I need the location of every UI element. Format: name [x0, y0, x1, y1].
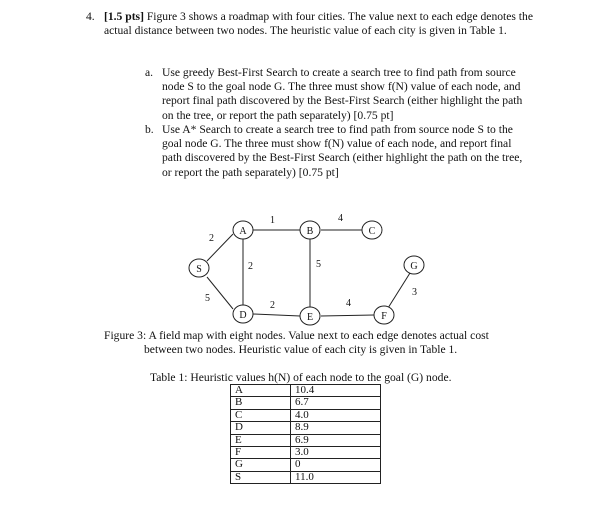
- node-label-a: A: [239, 226, 247, 237]
- edge-label-f-g: 3: [412, 287, 417, 298]
- table-cell-value: 0: [291, 459, 381, 471]
- table-cell-node: E: [231, 434, 291, 446]
- edge-d-e: [253, 314, 300, 316]
- edge-label-a-d: 2: [248, 261, 253, 272]
- edge-label-s-a: 2: [209, 233, 214, 244]
- question-number: 4.: [86, 10, 95, 23]
- table-title: Table 1: Heuristic values h(N) of each node to the goal (G) node.: [150, 371, 452, 384]
- node-label-s: S: [196, 264, 202, 275]
- node-label-d: D: [239, 310, 247, 321]
- node-label-g: G: [410, 261, 418, 272]
- table-row: [231, 422, 381, 434]
- heuristic-table: [230, 384, 381, 484]
- table-row: [231, 471, 381, 483]
- question-points: [1.5 pts]: [104, 10, 144, 23]
- table-row: [231, 447, 381, 459]
- table-cell-value: 10.4: [291, 385, 381, 397]
- table-cell-node: C: [231, 409, 291, 421]
- edge-s-d: [207, 277, 233, 309]
- subquestion-letter: b.: [145, 123, 154, 136]
- node-label-b: B: [306, 226, 314, 237]
- table-cell-node: S: [231, 471, 291, 483]
- table-row: [231, 385, 381, 397]
- edge-label-d-e: 2: [270, 300, 275, 311]
- table-cell-value: 8.9: [291, 422, 381, 434]
- table-cell-value: 6.9: [291, 434, 381, 446]
- question-text: Figure 3 shows a roadmap with four cities. The value next to each edge denotes the actual distance between two nodes. The heuristic value of each city is given in Table 1.: [104, 10, 533, 38]
- table-cell-value: 3.0: [291, 447, 381, 459]
- table-cell-node: D: [231, 422, 291, 434]
- table-cell-value: 4.0: [291, 409, 381, 421]
- caption-line-2: between two nodes. Heuristic value of each city is given in Table 1.: [144, 343, 458, 357]
- node-label-e: E: [306, 312, 314, 323]
- edge-label-b-c: 4: [338, 213, 343, 224]
- node-label-f: F: [381, 311, 387, 322]
- table-cell-node: G: [231, 459, 291, 471]
- subquestion-letter: a.: [145, 66, 154, 79]
- table-cell-value: 11.0: [291, 471, 381, 483]
- node-label-c: C: [368, 226, 376, 237]
- edge-label-b-e: 5: [316, 259, 321, 270]
- subquestion-text: Use greedy Best-First Search to create a search tree to find path from source node S to the goal node G. The three must show f(N) value of each node, and report final path discovered by the Best-First Search (either highlight the path on the tree, or report the path separately) [0.75 pt]: [162, 66, 523, 122]
- edge-label-e-f: 4: [346, 298, 351, 309]
- table-row: [231, 459, 381, 471]
- edge-label-a-b: 1: [270, 215, 275, 226]
- table-cell-node: F: [231, 447, 291, 459]
- edge-f-g: [388, 273, 410, 308]
- edge-label-s-d: 5: [205, 293, 210, 304]
- table-cell-value: 6.7: [291, 397, 381, 409]
- edge-e-f: [321, 315, 374, 316]
- caption-line-1: Figure 3: A field map with eight nodes. Value next to each edge denotes actual cost: [104, 329, 489, 342]
- figure-caption: [104, 329, 524, 357]
- table-row: [231, 397, 381, 409]
- table-row: [231, 409, 381, 421]
- subquestion-text: Use A* Search to create a search tree to find path from source node S to the goal node G. The three must show f(N) value of each node, and report final path discovered by the Best-First Search (either highlight the path on the tree, or report the path separately) [0.75 pt]: [162, 123, 523, 179]
- table-cell-node: B: [231, 397, 291, 409]
- table-row: [231, 434, 381, 446]
- table-cell-node: A: [231, 385, 291, 397]
